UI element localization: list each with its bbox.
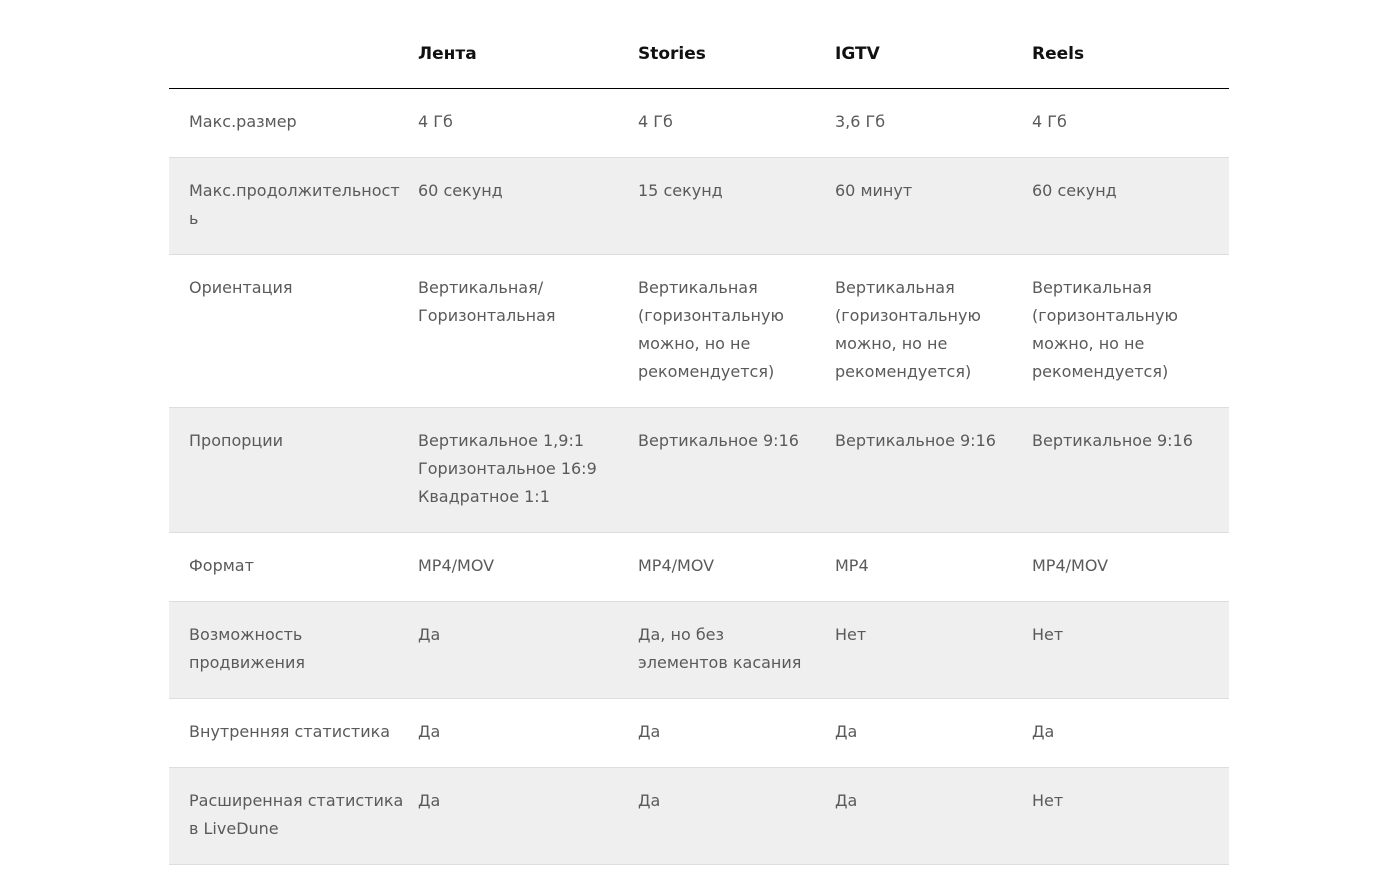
table-cell: MP4 bbox=[835, 533, 1032, 602]
table-row bbox=[169, 89, 1229, 158]
table-cell: Вертикальная (горизонтальную можно, но не рекомендуется) bbox=[638, 255, 835, 408]
table-cell: MP4/MOV bbox=[1032, 533, 1229, 602]
table-cell: 15 секунд bbox=[638, 158, 835, 255]
header-cell-feed: Лента bbox=[418, 20, 638, 89]
table-cell: Да bbox=[418, 699, 638, 768]
table-cell: 3,6 Гб bbox=[835, 89, 1032, 158]
header-cell-reels: Reels bbox=[1032, 20, 1229, 89]
row-label: Ориентация bbox=[169, 255, 418, 408]
table-row bbox=[169, 533, 1229, 602]
table-cell: Вертикальное 9:16 bbox=[835, 408, 1032, 533]
table-cell: Нет bbox=[1032, 602, 1229, 699]
header-cell-empty bbox=[169, 20, 418, 89]
table-header bbox=[169, 20, 1229, 89]
row-label: Макс.размер bbox=[169, 89, 418, 158]
header-cell-igtv: IGTV bbox=[835, 20, 1032, 89]
table-row bbox=[169, 699, 1229, 768]
table-cell: Вертикальная (горизонтальную можно, но не рекомендуется) bbox=[1032, 255, 1229, 408]
table-cell: Да bbox=[418, 768, 638, 865]
row-label: Расширенная статистика в LiveDune bbox=[169, 768, 418, 865]
row-label: Пропорции bbox=[169, 408, 418, 533]
table-cell: Вертикальное 9:16 bbox=[1032, 408, 1229, 533]
table-cell: 4 Гб bbox=[638, 89, 835, 158]
table-row bbox=[169, 255, 1229, 408]
table-cell: MP4/MOV bbox=[418, 533, 638, 602]
table-row bbox=[169, 408, 1229, 533]
table-cell: 4 Гб bbox=[418, 89, 638, 158]
table-row bbox=[169, 768, 1229, 865]
row-label: Формат bbox=[169, 533, 418, 602]
table-cell: 60 секунд bbox=[1032, 158, 1229, 255]
table-cell: Вертикальная (горизонтальную можно, но не рекомендуется) bbox=[835, 255, 1032, 408]
table-cell: Вертикальное 1,9:1 Горизонтальное 16:9 Квадратное 1:1 bbox=[418, 408, 638, 533]
table-cell: 60 минут bbox=[835, 158, 1032, 255]
table-cell: Да bbox=[835, 768, 1032, 865]
table-cell: Да, но без элементов касания bbox=[638, 602, 835, 699]
header-cell-stories: Stories bbox=[638, 20, 835, 89]
table-row bbox=[169, 158, 1229, 255]
table-cell: MP4/MOV bbox=[638, 533, 835, 602]
table-cell: 60 секунд bbox=[418, 158, 638, 255]
header-row bbox=[169, 20, 1229, 89]
table-cell: Нет bbox=[1032, 768, 1229, 865]
row-label: Макс.продолжительность bbox=[169, 158, 418, 255]
table-cell: Нет bbox=[835, 602, 1032, 699]
table-cell: 4 Гб bbox=[1032, 89, 1229, 158]
table-cell: Вертикальное 9:16 bbox=[638, 408, 835, 533]
table-row bbox=[169, 602, 1229, 699]
table-cell: Да bbox=[835, 699, 1032, 768]
table-cell: Да bbox=[418, 602, 638, 699]
table-cell: Да bbox=[638, 768, 835, 865]
comparison-table-container bbox=[169, 20, 1229, 865]
table-cell: Да bbox=[1032, 699, 1229, 768]
row-label: Возможность продвижения bbox=[169, 602, 418, 699]
table-cell: Вертикальная/ Горизонтальная bbox=[418, 255, 638, 408]
video-format-comparison-table bbox=[169, 20, 1229, 865]
table-body bbox=[169, 89, 1229, 865]
row-label: Внутренняя статистика bbox=[169, 699, 418, 768]
table-cell: Да bbox=[638, 699, 835, 768]
